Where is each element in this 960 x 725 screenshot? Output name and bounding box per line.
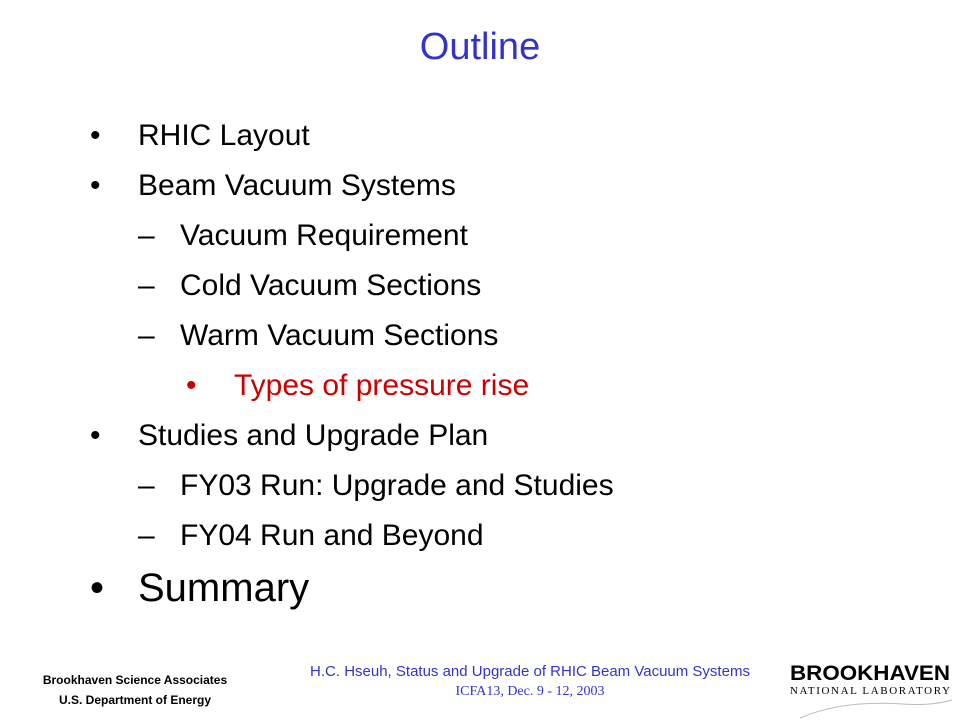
bullet-text: Studies and Upgrade Plan	[138, 419, 489, 452]
brookhaven-logo	[782, 660, 960, 720]
logo-wordmark: BROOKHAVEN	[790, 662, 950, 685]
footer-left-line2: U.S. Department of Energy	[58, 693, 212, 707]
logo-swoosh	[800, 700, 952, 718]
sub-bullet-text: FY04 Run and Beyond	[180, 519, 484, 552]
logo-graphic	[782, 660, 960, 720]
bullet-marker: •	[90, 566, 105, 610]
footer-citation	[280, 662, 780, 702]
dash-marker: –	[138, 269, 155, 302]
footer-event-date: ICFA13, Dec. 9 - 12, 2003	[455, 684, 605, 699]
logo-subtitle: NATIONAL LABORATORY	[790, 685, 950, 697]
sub-bullet-text: Warm Vacuum Sections	[180, 319, 499, 352]
bullet-text: RHIC Layout	[138, 119, 310, 152]
bullet-marker: •	[90, 419, 101, 452]
sub-bullet-text: Vacuum Requirement	[180, 219, 468, 252]
dash-marker: –	[138, 519, 155, 552]
footer-organization	[30, 670, 240, 710]
footer-author-title: H.C. Hseuh, Status and Upgrade of RHIC Beam Vacuum Systems	[310, 663, 750, 680]
sub-bullet-text: Cold Vacuum Sections	[180, 269, 482, 302]
dash-marker: –	[138, 469, 155, 502]
highlighted-bullet-text: Types of pressure rise	[234, 369, 530, 402]
bullet-marker: •	[90, 169, 101, 202]
dash-marker: –	[138, 219, 155, 252]
dash-marker: –	[138, 319, 155, 352]
bullet-text: Beam Vacuum Systems	[138, 169, 456, 202]
footer-left-line1: Brookhaven Science Associates	[42, 673, 228, 687]
sub-bullet-text: FY03 Run: Upgrade and Studies	[180, 469, 614, 502]
bullet-text: Summary	[138, 566, 310, 610]
bullet-marker: •	[90, 119, 101, 152]
slide-title: Outline	[419, 26, 541, 68]
bullet-marker: •	[186, 369, 197, 402]
